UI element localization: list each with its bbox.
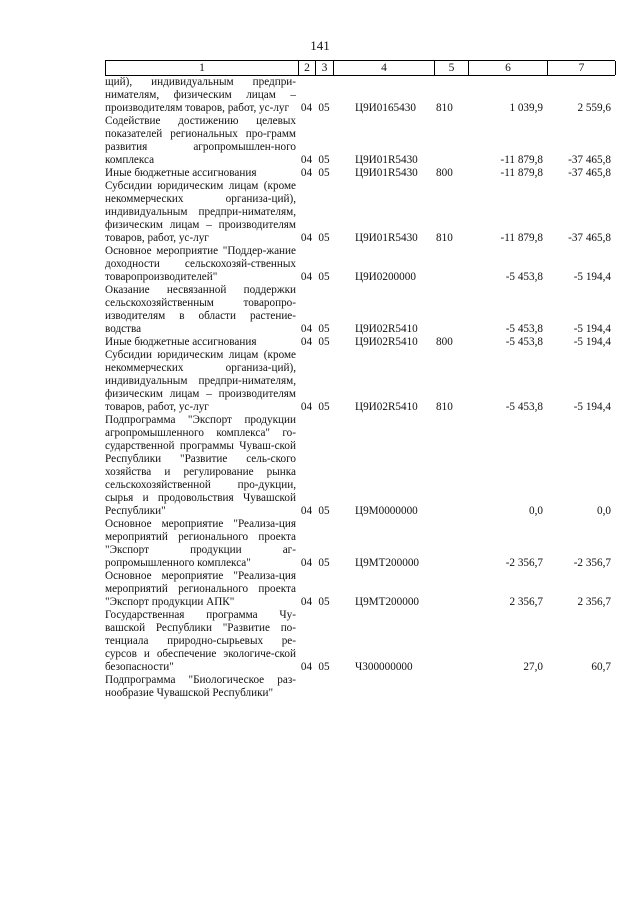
header-col-6: 6: [469, 61, 548, 75]
row-podrazdel: 05: [318, 271, 330, 283]
row-target-article: Ц9И01R5430: [355, 232, 418, 244]
row-sum-year-2: 60,7: [591, 661, 611, 673]
header-col-1: 1: [106, 61, 299, 75]
row-name: Подпрограмма "Экспорт продукции агропромышленного комплекса" го-сударственной программы Чуваш-ской Республики "Развитие сель-ского хозяйства и регулирование рынка сельскохозяйственной про-дукции, сырья и продовольствия Чувашской Республики": [105, 414, 296, 517]
row-name: щий), индивидуальным предпри-нимателям, физическим лицам – производителям товаров, работ, ус-луг: [105, 76, 296, 114]
row-name: Иные бюджетные ассигнования: [105, 167, 257, 179]
row-podrazdel: 05: [318, 596, 330, 608]
table-header: [105, 60, 615, 76]
table-row: [105, 674, 615, 700]
row-target-article: Ц9И01R5430: [355, 167, 418, 179]
budget-table: [105, 60, 615, 700]
row-razdel: 04: [300, 167, 313, 179]
row-target-article: Ц9МТ200000: [355, 596, 420, 608]
table-row: [105, 167, 615, 180]
row-sum-year-2: 2 559,6: [577, 102, 611, 114]
row-sum-year-2: -37 465,8: [568, 167, 611, 179]
row-sum-year-2: -2 356,7: [573, 557, 611, 569]
row-target-article: Ц9И02R5410: [355, 401, 418, 413]
table-row: [105, 518, 615, 570]
row-sum-year-2: -5 194,4: [573, 271, 611, 283]
header-col-3: 3: [316, 61, 334, 75]
row-sum-year-2: -5 194,4: [573, 401, 611, 413]
row-name: Оказание несвязанной поддержки сельскохозяйственным товаропро-изводителям в области растение-водства: [105, 284, 296, 335]
row-podrazdel: 05: [318, 167, 330, 179]
row-razdel: 04: [300, 336, 313, 348]
row-sum-year-1: -5 453,8: [505, 401, 543, 413]
row-sum-year-2: -37 465,8: [568, 154, 611, 166]
row-razdel: 04: [300, 323, 313, 335]
row-expense-type: 810: [436, 401, 453, 413]
header-col-5: 5: [435, 61, 469, 75]
table-row: [105, 76, 615, 115]
row-target-article: Ч300000000: [355, 661, 413, 673]
row-razdel: 04: [300, 154, 313, 166]
row-razdel: 04: [300, 271, 313, 283]
row-expense-type: 800: [436, 167, 453, 179]
row-podrazdel: 05: [318, 336, 330, 348]
row-sum-year-1: -2 356,7: [505, 557, 543, 569]
row-target-article: Ц9МТ200000: [355, 557, 420, 569]
table-row: [105, 180, 615, 245]
row-name: Основное мероприятие "Поддер-жание доходности сельскохозяй-ственных товаропроизводителей": [105, 245, 296, 283]
table-row: [105, 349, 615, 414]
row-expense-type: 810: [436, 232, 453, 244]
row-sum-year-2: 0,0: [597, 505, 611, 517]
row-sum-year-2: 2 356,7: [577, 596, 611, 608]
row-podrazdel: 05: [318, 323, 330, 335]
page-number: 141: [310, 38, 330, 53]
row-name: Основное мероприятие "Реализа-ция мероприятий регионального проекта "Экспорт продукции АПК": [105, 570, 296, 608]
row-razdel: 04: [300, 661, 313, 673]
row-sum-year-1: -11 879,8: [500, 167, 543, 179]
row-sum-year-1: 27,0: [523, 661, 543, 673]
row-sum-year-1: -5 453,8: [505, 323, 543, 335]
row-sum-year-1: -5 453,8: [505, 271, 543, 283]
row-name: Подпрограмма "Биологическое раз-нообразие Чувашской Республики": [105, 674, 296, 699]
row-sum-year-1: 2 356,7: [509, 596, 543, 608]
row-podrazdel: 05: [318, 661, 330, 673]
row-sum-year-2: -37 465,8: [568, 232, 611, 244]
row-name: Иные бюджетные ассигнования: [105, 336, 257, 348]
row-podrazdel: 05: [318, 505, 330, 517]
row-podrazdel: 05: [318, 232, 330, 244]
row-expense-type: 810: [436, 102, 453, 114]
row-podrazdel: 05: [318, 154, 330, 166]
table-row: [105, 570, 615, 609]
header-col-7: 7: [548, 61, 616, 75]
table-row: [105, 245, 615, 284]
row-target-article: Ц9И0200000: [355, 271, 416, 283]
row-sum-year-2: -5 194,4: [573, 336, 611, 348]
row-target-article: Ц9И01R5430: [355, 154, 418, 166]
row-name: Субсидии юридическим лицам (кроме некоммерческих организа-ций), индивидуальным предпри-нимателям, физическим лицам – производителям товаров, работ, ус-луг: [105, 180, 296, 244]
table-row: [105, 336, 615, 349]
row-razdel: 04: [300, 232, 313, 244]
table-row: [105, 609, 615, 674]
row-razdel: 04: [300, 102, 313, 114]
row-expense-type: 800: [436, 336, 453, 348]
row-target-article: Ц9М0000000: [355, 505, 418, 517]
header-col-2: 2: [299, 61, 316, 75]
row-sum-year-1: -11 879,8: [500, 232, 543, 244]
row-razdel: 04: [300, 505, 313, 517]
row-podrazdel: 05: [318, 102, 330, 114]
table-body: [105, 76, 615, 700]
row-podrazdel: 05: [318, 557, 330, 569]
row-target-article: Ц9И02R5410: [355, 336, 418, 348]
row-podrazdel: 05: [318, 401, 330, 413]
row-razdel: 04: [300, 596, 313, 608]
row-target-article: Ц9И0165430: [355, 102, 416, 114]
row-sum-year-1: -11 879,8: [500, 154, 543, 166]
row-sum-year-1: 0,0: [529, 505, 543, 517]
table-row: [105, 414, 615, 518]
row-name: Содействие достижению целевых показателей региональных про-грамм развития агропромышлен-ного комплекса: [105, 115, 296, 166]
row-sum-year-1: -5 453,8: [505, 336, 543, 348]
row-razdel: 04: [300, 557, 313, 569]
row-name: Основное мероприятие "Реализа-ция мероприятий регионального проекта "Экспорт продукции аг-ропромышленного комплекса": [105, 518, 296, 569]
table-row: [105, 115, 615, 167]
row-name: Государственная программа Чу-вашской Республики "Развитие по-тенциала природно-сырьевых ре-сурсов и обеспечение экологиче-ской безопасности": [105, 609, 296, 673]
row-sum-year-2: -5 194,4: [573, 323, 611, 335]
row-razdel: 04: [300, 401, 313, 413]
row-sum-year-1: 1 039,9: [509, 102, 543, 114]
row-name: Субсидии юридическим лицам (кроме некоммерческих организа-ций), индивидуальным предпри-нимателям, физическим лицам – производителям товаров, работ, ус-луг: [105, 349, 296, 413]
row-target-article: Ц9И02R5410: [355, 323, 418, 335]
header-col-4: 4: [334, 61, 435, 75]
table-row: [105, 284, 615, 336]
